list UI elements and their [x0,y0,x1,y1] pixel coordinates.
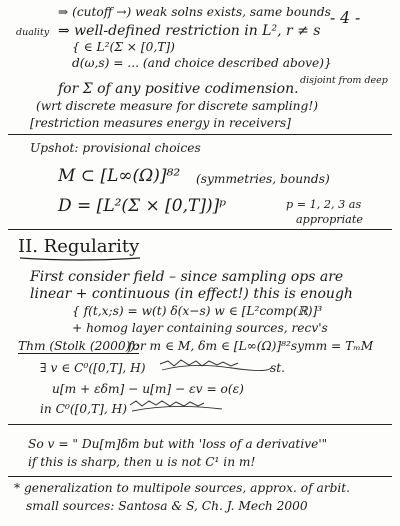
text-line: appropriate [296,213,363,226]
margin-label: duality [16,27,50,38]
text-line: ∃ v ∈ C⁰([0,T], H) [40,361,146,375]
text-line: ⇒ (cutoff →) weak solns exists, same bounds [58,5,331,19]
formula: M ⊂ [L∞(Ω)]⁸² [58,166,181,186]
divider [8,424,392,425]
text-line: d(ω,s) = ... (and choice described above)} [72,56,332,70]
text-line: in C⁰([0,T], H) [40,402,127,416]
text-line: First consider field – since sampling ops are [30,269,344,285]
text-line: for m ∈ M, δm ∈ [L∞(Ω)]⁸²symm = TₘM [128,339,374,353]
divider [8,476,392,477]
formula: u[m + εδm] − u[m] − εv = o(ε) [52,382,244,396]
text-line: if this is sharp, then u is not C¹ in m! [28,455,256,469]
theorem-label: Thm (Stolk (2000)): [18,339,140,353]
text-line: ⇒ well-defined restriction in L², r ≠ s [58,23,321,39]
footnote-line: small sources: Santosa & S, Ch. J. Mech 2000 [26,499,308,513]
section-heading: II. Regularity [18,236,140,257]
text-line: + homog layer containing sources, recv's [72,321,328,335]
footnote-line: * generalization to multipole sources, approx. of arbit. [14,481,351,495]
text-line: So v = " Du[m]δm but with 'loss of a derivative'" [28,437,328,451]
text-line: { f(t,x;s) = w(t) δ(x−s) w ∈ [L²comp(ℝ)]³ [72,304,323,318]
text-line: p = 1, 2, 3 as [286,198,362,211]
text-line: for Σ of any positive codimension. [58,81,299,97]
page-number: - 4 - [330,9,361,27]
text-line: [restriction measures energy in receivers] [30,116,291,130]
formula: D = [L²(Σ × [0,T])]ᵖ [58,196,227,216]
text-line: st. [270,361,286,375]
text-line: linear + continuous (in effect!) this is enough [30,286,353,302]
text-line: { ∈ L²(Σ × [0,T]) [72,40,175,54]
margin-note: disjoint from deep [300,75,388,86]
text-line: (symmetries, bounds) [196,172,330,186]
text-line: Upshot: provisional choices [30,141,201,155]
text-line: (wrt discrete measure for discrete sampling!) [36,99,318,113]
